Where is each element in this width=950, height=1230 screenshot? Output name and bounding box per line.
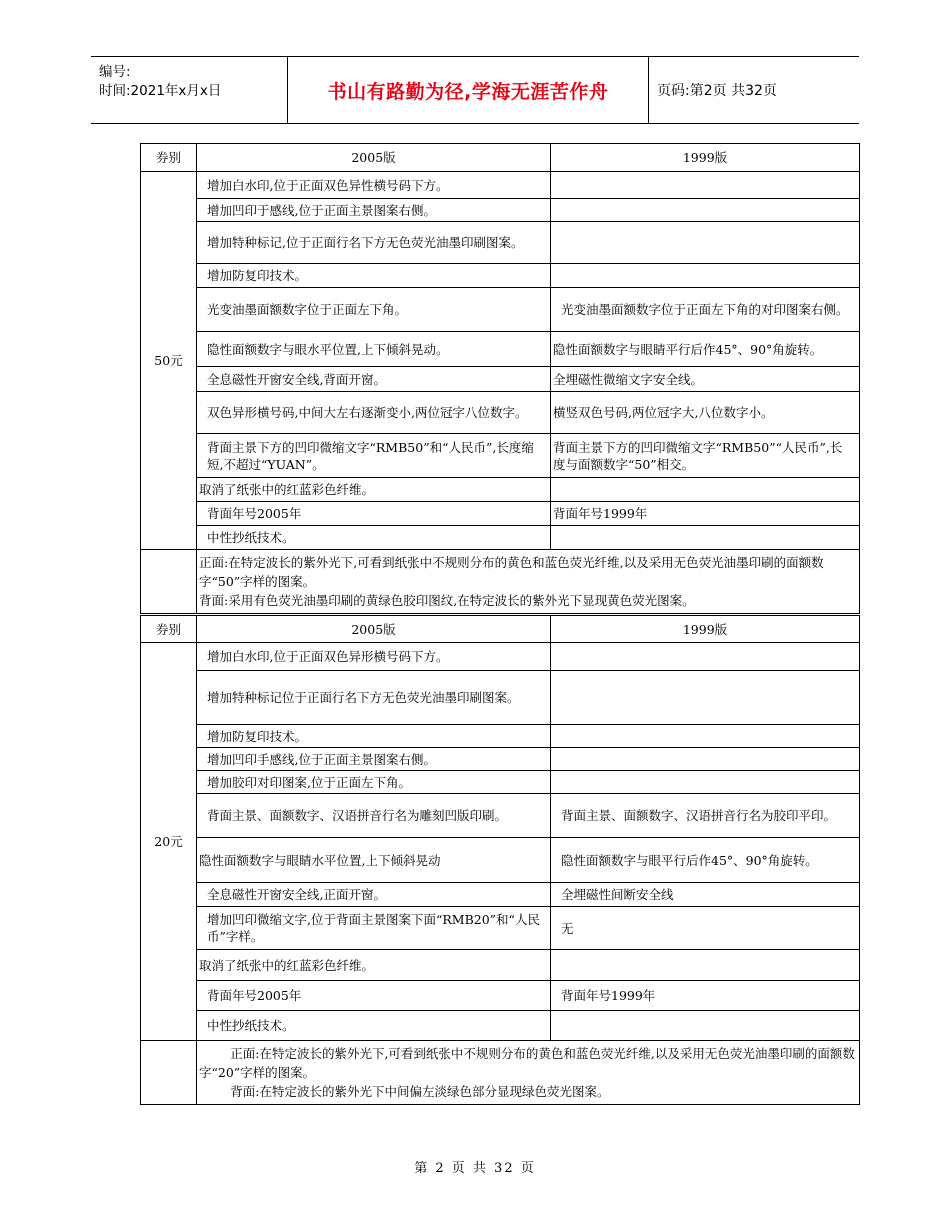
comparison-table-20 <box>140 615 860 1105</box>
cell-2005: 增加白水印,位于正面双色异形横号码下方。 <box>197 643 551 671</box>
col-header-denomination: 券别 <box>141 616 197 643</box>
cell-1999 <box>551 478 860 502</box>
note-spacer <box>141 1041 197 1105</box>
cell-1999 <box>551 771 860 794</box>
table-row <box>141 671 860 725</box>
table-row <box>141 392 860 434</box>
table-row <box>141 172 860 199</box>
denomination-cell: 50元 <box>141 172 197 550</box>
cell-2005: 增加胶印对印图案,位于正面左下角。 <box>197 771 551 794</box>
cell-2005: 背面年号2005年 <box>197 502 551 526</box>
table-row <box>141 1011 860 1041</box>
cell-2005: 增加特种标记,位于正面行名下方无色荧光油墨印刷图案。 <box>197 222 551 264</box>
cell-2005: 增加凹印微缩文字,位于背面主景图案下面“RMB20”和“人民币”字样。 <box>197 907 551 950</box>
uv-note <box>197 550 860 614</box>
cell-1999: 背面年号1999年 <box>551 502 860 526</box>
note-back: 背面:采用有色荧光油墨印刷的黄绿色胶印图纹,在特定波长的紫外光下显现黄色荧光图案。 <box>199 593 695 608</box>
note-front: 正面:在特定波长的紫外光下,可看到纸张中不规则分布的黄色和蓝色荧光纤维,以及采用无色荧光油墨印刷的面额数字“20”字样的图案。 <box>199 1046 855 1080</box>
cell-2005: 中性抄纸技术。 <box>197 526 551 550</box>
table-row <box>141 502 860 526</box>
cell-1999: 背面主景、面额数字、汉语拼音行名为胶印平印。 <box>551 794 860 838</box>
header-motto: 书山有路勤为径,学海无涯苦作舟 <box>287 57 649 123</box>
cell-2005: 增加防复印技术。 <box>197 264 551 288</box>
cell-1999: 横竖双色号码,两位冠字大,八位数字小。 <box>551 392 860 434</box>
cell-2005: 全息磁性开窗安全线,正面开窗。 <box>197 883 551 907</box>
cell-2005: 双色异形横号码,中间大左右逐渐变小,两位冠字八位数字。 <box>197 392 551 434</box>
table-row <box>141 222 860 264</box>
cell-2005: 隐性面额数字与眼水平位置,上下倾斜晃动。 <box>197 332 551 367</box>
cell-2005: 中性抄纸技术。 <box>197 1011 551 1041</box>
col-header-1999: 1999版 <box>551 144 860 172</box>
uv-note <box>197 1041 860 1105</box>
cell-1999 <box>551 671 860 725</box>
table-row <box>141 883 860 907</box>
cell-1999: 隐性面额数字与眼睛平行后作45°、90°角旋转。 <box>551 332 860 367</box>
cell-1999 <box>551 748 860 771</box>
uv-note-row <box>141 550 860 614</box>
table-header-row <box>141 144 860 172</box>
table-row <box>141 288 860 332</box>
table-row <box>141 907 860 950</box>
table-header-row <box>141 616 860 643</box>
cell-1999: 背面主景下方的凹印微缩文字“RMB50”“人民币”,长度与面额数字“50”相交。 <box>551 434 860 478</box>
cell-1999 <box>551 725 860 748</box>
cell-1999: 隐性面额数字与眼平行后作45°、90°角旋转。 <box>551 838 860 883</box>
cell-2005: 全息磁性开窗安全线,背面开窗。 <box>197 367 551 392</box>
cell-1999: 背面年号1999年 <box>551 981 860 1011</box>
table-row <box>141 794 860 838</box>
table-row <box>141 981 860 1011</box>
col-header-1999: 1999版 <box>551 616 860 643</box>
cell-1999: 光变油墨面额数字位于正面左下角的对印图案右侧。 <box>551 288 860 332</box>
cell-2005: 取消了纸张中的红蓝彩色纤维。 <box>197 478 551 502</box>
cell-1999 <box>551 950 860 981</box>
cell-1999 <box>551 526 860 550</box>
cell-2005: 取消了纸张中的红蓝彩色纤维。 <box>197 950 551 981</box>
cell-2005: 背面年号2005年 <box>197 981 551 1011</box>
table-row <box>141 434 860 478</box>
cell-1999 <box>551 643 860 671</box>
table-row <box>141 838 860 883</box>
col-header-2005: 2005版 <box>197 144 551 172</box>
col-header-denomination: 券别 <box>141 144 197 172</box>
page-footer: 第 2 页 共 32 页 <box>414 1161 536 1176</box>
col-header-2005: 2005版 <box>197 616 551 643</box>
denomination-cell: 20元 <box>141 643 197 1041</box>
time-label: 时间:2021年x月x日 <box>99 83 222 99</box>
cell-1999: 无 <box>551 907 860 950</box>
table-row <box>141 725 860 748</box>
cell-1999 <box>551 199 860 222</box>
table-row <box>141 367 860 392</box>
table-row <box>141 771 860 794</box>
header-meta <box>99 63 285 101</box>
note-front: 正面:在特定波长的紫外光下,可看到纸张中不规则分布的黄色和蓝色荧光纤维,以及采用无色荧光油墨印刷的面额数字“50”字样的图案。 <box>199 555 824 589</box>
comparison-table-50 <box>140 143 860 614</box>
cell-1999: 全埋磁性微缩文字安全线。 <box>551 367 860 392</box>
table-row <box>141 199 860 222</box>
cell-1999 <box>551 172 860 199</box>
table-row <box>141 748 860 771</box>
cell-2005: 背面主景下方的凹印微缩文字“RMB50”和“人民币”,长度缩短,不超过“YUAN”。 <box>197 434 551 478</box>
cell-2005: 增加白水印,位于正面双色异性横号码下方。 <box>197 172 551 199</box>
cell-2005: 增加凹印于感线,位于正面主景图案右侧。 <box>197 199 551 222</box>
note-spacer <box>141 550 197 614</box>
cell-2005: 光变油墨面额数字位于正面左下角。 <box>197 288 551 332</box>
page-header <box>91 56 859 124</box>
cell-2005: 增加凹印手感线,位于正面主景图案右侧。 <box>197 748 551 771</box>
cell-1999 <box>551 264 860 288</box>
cell-2005: 隐性面额数字与眼睛水平位置,上下倾斜晃动 <box>197 838 551 883</box>
cell-1999: 全埋磁性间断安全线 <box>551 883 860 907</box>
cell-2005: 增加特种标记位于正面行名下方无色荧光油墨印刷图案。 <box>197 671 551 725</box>
table-row <box>141 526 860 550</box>
table-row <box>141 478 860 502</box>
cell-1999 <box>551 222 860 264</box>
table-row <box>141 332 860 367</box>
note-back: 背面:在特定波长的紫外光下中间偏左淡绿色部分显现绿色荧光图案。 <box>230 1084 610 1099</box>
cell-2005: 增加防复印技术。 <box>197 725 551 748</box>
table-row <box>141 264 860 288</box>
number-label: 编号: <box>99 64 131 80</box>
table-row <box>141 643 860 671</box>
header-page-info: 页码:第2页 共32页 <box>657 83 777 99</box>
cell-2005: 背面主景、面额数字、汉语拼音行名为雕刻凹版印刷。 <box>197 794 551 838</box>
cell-1999 <box>551 1011 860 1041</box>
uv-note-row <box>141 1041 860 1105</box>
table-row <box>141 950 860 981</box>
